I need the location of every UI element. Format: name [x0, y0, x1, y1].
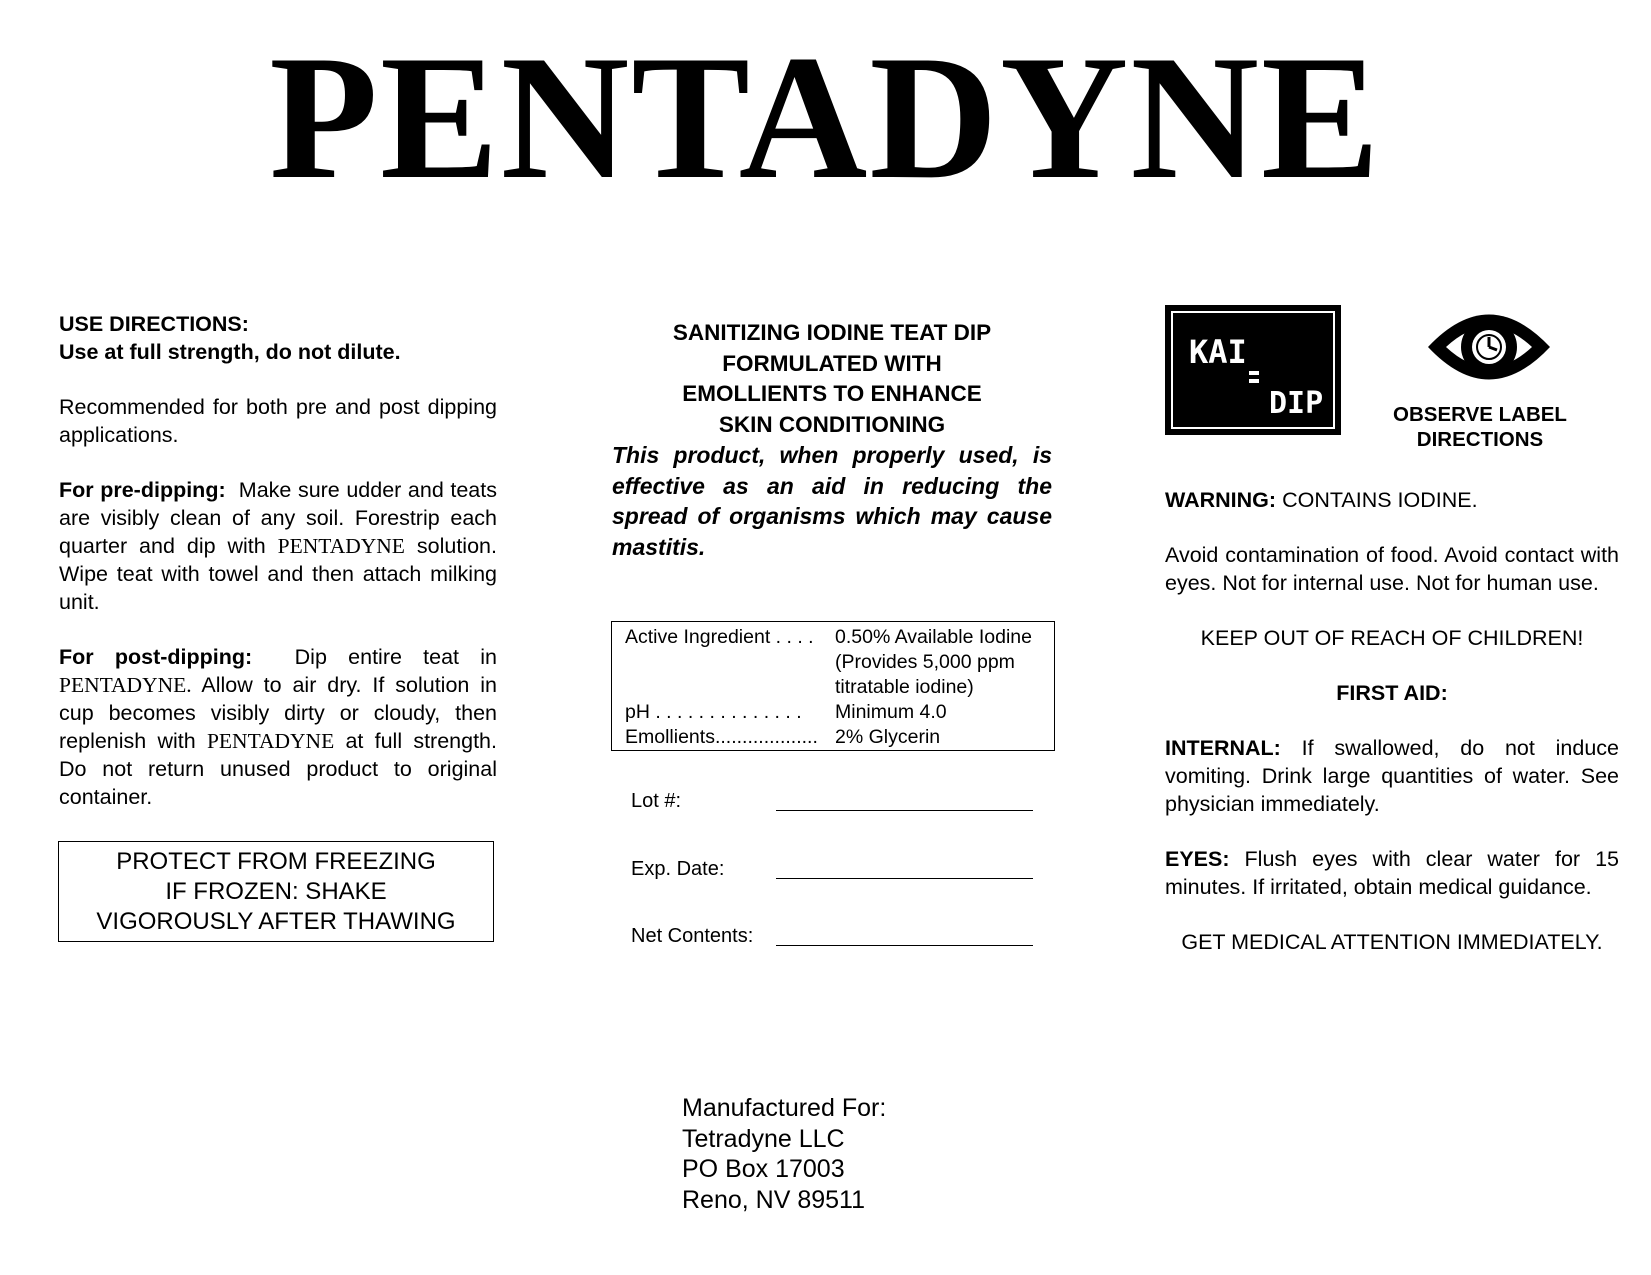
internal-text: If swallowed, do not induce vomiting. Drink large quantities of water. See physician immediately. [1165, 736, 1619, 816]
product-description-section [612, 318, 1052, 562]
lot-number-blank [776, 790, 1033, 811]
ingredient-value: Minimum 4.0 [835, 701, 947, 723]
use-directions-section [59, 310, 497, 811]
first-aid-heading: FIRST AID: [1336, 681, 1448, 705]
keep-out-text: KEEP OUT OF REACH OF CHILDREN! [1200, 626, 1584, 650]
brand-title: PENTADYNE [269, 18, 1382, 216]
protect-line: PROTECT FROM FREEZING [116, 848, 436, 875]
ingredient-row [625, 625, 1054, 650]
observe-line: DIRECTIONS [1416, 428, 1544, 451]
eyes-text: Flush eyes with clear water for 15 minutes. If irritated, obtain medical guidance. [1165, 847, 1619, 899]
recommended-text: Recommended for both pre and post dipping applications. [59, 395, 497, 447]
post-dipping-text-c: at full strength. Do not return unused product to original container. [59, 729, 497, 809]
exp-date-blank [776, 858, 1033, 879]
ingredient-value: 0.50% Available Iodine [835, 626, 1032, 648]
lot-number-label: Lot #: [631, 790, 682, 812]
get-medical-text: GET MEDICAL ATTENTION IMMEDIATELY. [1181, 930, 1603, 954]
logo-text-top: KAI [1189, 333, 1247, 371]
use-directions-subheading: Use at full strength, do not dilute. [59, 340, 401, 364]
internal-label: INTERNAL: [1165, 736, 1281, 760]
observe-line: OBSERVE LABEL [1393, 403, 1567, 426]
post-dipping-text-b: Allow to air dry. If solution in cup becomes visibly dirty or cloudy, then replenish with [59, 673, 497, 753]
ingredient-row [625, 725, 1054, 750]
ingredient-row [625, 650, 1054, 675]
protect-from-freezing-box [58, 841, 494, 942]
ingredient-row [625, 675, 1054, 700]
post-dipping-paragraph [59, 643, 497, 811]
kai-dip-logo [1165, 305, 1341, 435]
observe-label-directions [1380, 402, 1580, 452]
warning-label: WARNING: [1165, 488, 1277, 512]
exp-date-label: Exp. Date: [631, 858, 725, 880]
avoid-text: Avoid contamination of food. Avoid contact with eyes. Not for internal use. Not for human use. [1165, 543, 1619, 595]
pre-dipping-label: For pre-dipping: [59, 478, 226, 502]
warnings-section [1165, 486, 1619, 956]
protect-line: VIGOROUSLY AFTER THAWING [96, 908, 456, 935]
pre-dipping-text-b: solution. Wipe teat with towel and then attach milking unit. [59, 534, 497, 614]
manufacturer-block [682, 1093, 886, 1215]
net-contents-row [631, 925, 1051, 948]
headline-line: EMOLLIENTS TO ENHANCE [682, 381, 982, 406]
headline-line: FORMULATED WITH [722, 350, 942, 376]
use-directions-heading: USE DIRECTIONS: [59, 312, 249, 336]
ingredient-label: Emollients................... [625, 726, 818, 748]
product-headline [612, 318, 1052, 440]
ingredient-label [625, 650, 835, 675]
post-dipping-text-a: Dip entire teat in [294, 645, 497, 669]
warning-text: CONTAINS IODINE. [1282, 488, 1478, 512]
pre-dipping-brand: PENTADYNE [277, 534, 405, 558]
eye-icon [1424, 302, 1554, 392]
internal-paragraph [1165, 734, 1619, 818]
net-contents-blank [776, 925, 1033, 946]
efficacy-claim: This product, when properly used, is effective as an aid in reducing the spread of organisms which may cause mastitis. [612, 442, 1052, 560]
manufacturer-line: PO Box 17003 [682, 1155, 845, 1183]
ingredient-label: Active Ingredient . . . . [625, 626, 814, 648]
net-contents-label: Net Contents: [631, 925, 754, 947]
ingredient-row [625, 700, 1054, 725]
ingredients-box [611, 621, 1055, 751]
manufacturer-line: Reno, NV 89511 [682, 1185, 865, 1214]
warning-paragraph [1165, 486, 1619, 514]
ingredient-value: titratable iodine) [835, 676, 974, 698]
post-dipping-brand-2: PENTADYNE [206, 729, 335, 753]
headline-line: SKIN CONDITIONING [718, 411, 946, 437]
protect-line: IF FROZEN: SHAKE [165, 878, 387, 905]
pre-dipping-text-a: Make sure udder and teats are visibly clean of any soil. Forestrip each quarter and dip with [59, 478, 497, 558]
manufacturer-line: Manufactured For: [682, 1094, 887, 1122]
ingredient-value: (Provides 5,000 ppm [835, 651, 1015, 673]
lot-number-row [631, 790, 1051, 813]
exp-date-row [631, 858, 1051, 881]
pre-dipping-paragraph [59, 476, 497, 616]
headline-line: SANITIZING IODINE TEAT DIP [672, 320, 992, 345]
eyes-paragraph [1165, 845, 1619, 901]
ingredient-label [625, 675, 835, 700]
manufacturer-line: Tetradyne LLC [682, 1124, 845, 1153]
eyes-label: EYES: [1165, 847, 1230, 871]
post-dipping-brand: PENTADYNE. [59, 673, 192, 697]
ingredient-label: pH . . . . . . . . . . . . . . [625, 701, 802, 723]
logo-text-bottom: DIP [1269, 386, 1324, 421]
ingredient-value: 2% Glycerin [835, 726, 941, 748]
post-dipping-label: For post-dipping: [59, 645, 253, 669]
kai-dip-logo-art [1173, 313, 1333, 427]
